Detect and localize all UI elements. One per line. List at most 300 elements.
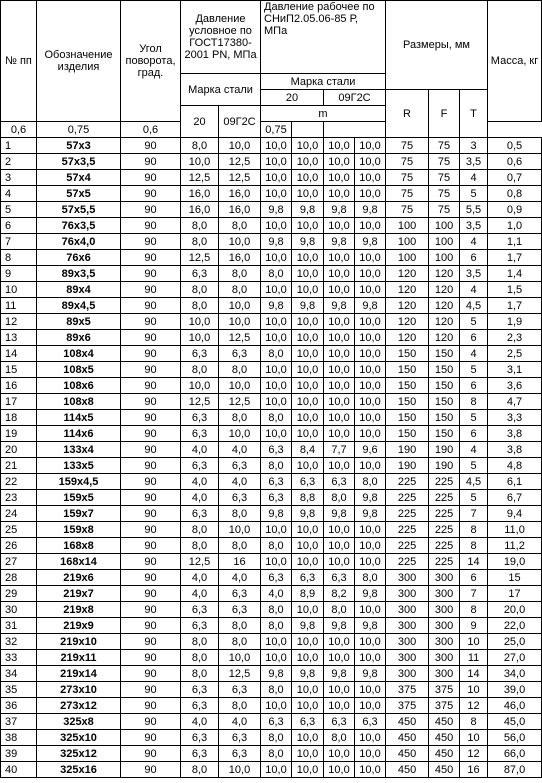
size-R-cell: 375 (386, 698, 429, 714)
angle-cell: 90 (121, 538, 181, 554)
designation-cell: 168x8 (37, 538, 121, 554)
size-T-cell: 3,5 (460, 266, 488, 282)
table-row (1, 714, 542, 730)
size-T-cell: 5 (460, 186, 488, 202)
p-20-m075-cell: 9,8 (292, 298, 324, 314)
angle-cell: 90 (121, 586, 181, 602)
designation-cell: 325x16 (37, 762, 121, 778)
table-row (1, 346, 542, 362)
pn-steel-20-cell: 6,3 (181, 746, 219, 762)
row-number-cell: 36 (1, 698, 37, 714)
designation-cell: 273x12 (37, 698, 121, 714)
table-row (1, 426, 542, 442)
pn-steel-20-cell: 4,0 (181, 442, 219, 458)
row-number-cell: 18 (1, 410, 37, 426)
p-09g2s-m075-cell: 10,0 (355, 682, 386, 698)
p-20-m075-cell: 10,0 (292, 730, 324, 746)
p-20-m075-cell: 10,0 (292, 330, 324, 346)
table-row (1, 282, 542, 298)
pn-steel-09g2s-cell: 6,3 (219, 602, 261, 618)
table-row (1, 378, 542, 394)
size-F-cell: 150 (429, 346, 460, 362)
p-09g2s-m075-cell: 10,0 (355, 426, 386, 442)
pn-steel-09g2s-cell: 8,0 (219, 218, 261, 234)
p-09g2s-m06-cell: 10,0 (324, 170, 355, 186)
header-m-2: 0,75 (37, 122, 121, 138)
p-09g2s-m06-cell: 10,0 (324, 218, 355, 234)
mass-cell: 4,8 (488, 458, 542, 474)
designation-cell: 108x5 (37, 362, 121, 378)
pn-steel-09g2s-cell: 10,0 (219, 762, 261, 778)
table-row (1, 506, 542, 522)
size-R-cell: 300 (386, 650, 429, 666)
size-T-cell: 6 (460, 330, 488, 346)
row-number-cell: 34 (1, 666, 37, 682)
mass-cell: 25,0 (488, 634, 542, 650)
angle-cell: 90 (121, 250, 181, 266)
pn-steel-20-cell: 6,3 (181, 602, 219, 618)
mass-cell: 3,6 (488, 378, 542, 394)
table-row (1, 570, 542, 586)
angle-cell: 90 (121, 554, 181, 570)
pn-steel-09g2s-cell: 10,0 (219, 650, 261, 666)
designation-cell: 89x5 (37, 314, 121, 330)
size-F-cell: 225 (429, 554, 460, 570)
row-number-cell: 38 (1, 730, 37, 746)
size-F-cell: 150 (429, 378, 460, 394)
table-row (1, 394, 542, 410)
size-T-cell: 8 (460, 602, 488, 618)
p-09g2s-m06-cell: 6,3 (324, 714, 355, 730)
designation-cell: 57x5 (37, 186, 121, 202)
p-09g2s-m06-cell: 8,0 (324, 730, 355, 746)
p-20-m06-cell: 6,3 (261, 442, 292, 458)
mass-cell: 0,6 (488, 154, 542, 170)
pn-steel-20-cell: 8,0 (181, 234, 219, 250)
p-09g2s-m075-cell: 10,0 (355, 186, 386, 202)
size-T-cell: 4 (460, 282, 488, 298)
p-09g2s-m06-cell: 10,0 (324, 538, 355, 554)
table-row (1, 522, 542, 538)
size-F-cell: 100 (429, 234, 460, 250)
pn-steel-09g2s-cell: 4,0 (219, 714, 261, 730)
size-T-cell: 10 (460, 634, 488, 650)
designation-cell: 219x6 (37, 570, 121, 586)
size-F-cell: 100 (429, 218, 460, 234)
size-T-cell: 5 (460, 458, 488, 474)
header-mass: Масса, кг (488, 1, 542, 122)
p-09g2s-m075-cell: 9,8 (355, 586, 386, 602)
row-number-cell: 37 (1, 714, 37, 730)
pn-steel-20-cell: 8,0 (181, 298, 219, 314)
pn-steel-20-cell: 6,3 (181, 266, 219, 282)
designation-cell: 108x4 (37, 346, 121, 362)
mass-cell: 20,0 (488, 602, 542, 618)
pn-steel-20-cell: 6,3 (181, 426, 219, 442)
p-20-m06-cell: 10,0 (261, 426, 292, 442)
p-20-m06-cell: 10,0 (261, 394, 292, 410)
size-T-cell: 6 (460, 250, 488, 266)
p-09g2s-m06-cell: 10,0 (324, 362, 355, 378)
size-R-cell: 190 (386, 442, 429, 458)
p-20-m075-cell: 10,0 (292, 538, 324, 554)
p-20-m075-cell: 9,8 (292, 202, 324, 218)
pn-steel-20-cell: 4,0 (181, 570, 219, 586)
mass-cell: 0,7 (488, 170, 542, 186)
designation-cell: 57x4 (37, 170, 121, 186)
p-20-m06-cell: 10,0 (261, 218, 292, 234)
pn-steel-09g2s-cell: 4,0 (219, 570, 261, 586)
row-number-cell: 27 (1, 554, 37, 570)
size-R-cell: 120 (386, 330, 429, 346)
pn-steel-20-cell: 8,0 (181, 522, 219, 538)
p-09g2s-m075-cell: 9,8 (355, 298, 386, 314)
mass-cell: 34,0 (488, 666, 542, 682)
mass-cell: 4,7 (488, 394, 542, 410)
p-09g2s-m06-cell: 9,8 (324, 666, 355, 682)
p-20-m075-cell: 10,0 (292, 362, 324, 378)
p-20-m075-cell: 10,0 (292, 266, 324, 282)
angle-cell: 90 (121, 506, 181, 522)
p-20-m075-cell: 10,0 (292, 554, 324, 570)
size-R-cell: 150 (386, 426, 429, 442)
pn-steel-20-cell: 16,0 (181, 186, 219, 202)
size-R-cell: 120 (386, 314, 429, 330)
p-09g2s-m075-cell: 9,8 (355, 666, 386, 682)
table-row (1, 186, 542, 202)
header-steel-09g2s-working: 09Г2С (324, 90, 386, 106)
header-nominal-pressure: Давление условное по ГОСТ17380-2001 PN, МПа (181, 1, 261, 74)
p-09g2s-m06-cell: 10,0 (324, 762, 355, 778)
p-09g2s-m06-cell: 8,2 (324, 586, 355, 602)
size-F-cell: 375 (429, 698, 460, 714)
mass-cell: 0,5 (488, 138, 542, 154)
pn-steel-09g2s-cell: 8,0 (219, 266, 261, 282)
size-R-cell: 225 (386, 490, 429, 506)
angle-cell: 90 (121, 426, 181, 442)
mass-cell: 11,0 (488, 522, 542, 538)
row-number-cell: 16 (1, 378, 37, 394)
angle-cell: 90 (121, 762, 181, 778)
row-number-cell: 17 (1, 394, 37, 410)
angle-cell: 90 (121, 266, 181, 282)
pn-steel-09g2s-cell: 6,3 (219, 458, 261, 474)
designation-cell: 325x12 (37, 746, 121, 762)
size-R-cell: 75 (386, 154, 429, 170)
row-number-cell: 6 (1, 218, 37, 234)
pn-steel-09g2s-cell: 12,5 (219, 330, 261, 346)
angle-cell: 90 (121, 698, 181, 714)
p-20-m075-cell: 8,9 (292, 586, 324, 602)
designation-cell: 76x6 (37, 250, 121, 266)
size-T-cell: 10 (460, 682, 488, 698)
designation-cell: 159x5 (37, 490, 121, 506)
size-F-cell: 150 (429, 410, 460, 426)
size-T-cell: 8 (460, 522, 488, 538)
size-R-cell: 120 (386, 282, 429, 298)
designation-cell: 57x3,5 (37, 154, 121, 170)
p-20-m06-cell: 9,8 (261, 506, 292, 522)
p-09g2s-m06-cell: 10,0 (324, 458, 355, 474)
pn-steel-20-cell: 6,3 (181, 506, 219, 522)
p-20-m075-cell: 10,0 (292, 410, 324, 426)
angle-cell: 90 (121, 602, 181, 618)
size-R-cell: 300 (386, 634, 429, 650)
size-R-cell: 300 (386, 666, 429, 682)
size-F-cell: 75 (429, 170, 460, 186)
p-20-m075-cell: 10,0 (292, 346, 324, 362)
size-F-cell: 120 (429, 298, 460, 314)
designation-cell: 89x3,5 (37, 266, 121, 282)
p-09g2s-m06-cell: 10,0 (324, 682, 355, 698)
size-T-cell: 6 (460, 426, 488, 442)
size-T-cell: 5,5 (460, 202, 488, 218)
pn-steel-09g2s-cell: 12,5 (219, 394, 261, 410)
designation-cell: 133x4 (37, 442, 121, 458)
pn-steel-09g2s-cell: 6,3 (219, 586, 261, 602)
header-m-3: 0,6 (121, 122, 181, 138)
p-09g2s-m075-cell: 10,0 (355, 554, 386, 570)
p-20-m06-cell: 8,0 (261, 602, 292, 618)
p-20-m06-cell: 10,0 (261, 186, 292, 202)
angle-cell: 90 (121, 314, 181, 330)
table-row (1, 314, 542, 330)
row-number-cell: 13 (1, 330, 37, 346)
pn-steel-20-cell: 8,0 (181, 538, 219, 554)
p-20-m06-cell: 8,0 (261, 682, 292, 698)
size-F-cell: 75 (429, 202, 460, 218)
p-20-m06-cell: 6,3 (261, 570, 292, 586)
header-F: F (429, 90, 460, 138)
row-number-cell: 4 (1, 186, 37, 202)
pn-steel-20-cell: 10,0 (181, 314, 219, 330)
header-mass-bottom (292, 122, 324, 138)
p-20-m075-cell: 9,8 (292, 506, 324, 522)
pn-steel-09g2s-cell: 10,0 (219, 426, 261, 442)
row-number-cell: 31 (1, 618, 37, 634)
p-09g2s-m06-cell: 9,8 (324, 298, 355, 314)
pn-steel-20-cell: 8,0 (181, 666, 219, 682)
row-number-cell: 12 (1, 314, 37, 330)
p-20-m06-cell: 10,0 (261, 522, 292, 538)
angle-cell: 90 (121, 522, 181, 538)
size-F-cell: 150 (429, 426, 460, 442)
size-T-cell: 6 (460, 378, 488, 394)
pn-steel-09g2s-cell: 6,3 (219, 682, 261, 698)
p-20-m075-cell: 10,0 (292, 762, 324, 778)
p-09g2s-m06-cell: 6,3 (324, 570, 355, 586)
pn-steel-09g2s-cell: 12,5 (219, 154, 261, 170)
pn-steel-20-cell: 8,0 (181, 218, 219, 234)
p-20-m06-cell: 10,0 (261, 650, 292, 666)
size-T-cell: 5 (460, 362, 488, 378)
size-R-cell: 225 (386, 506, 429, 522)
pn-steel-09g2s-cell: 6,3 (219, 490, 261, 506)
table-row (1, 234, 542, 250)
pn-steel-20-cell: 10,0 (181, 330, 219, 346)
p-20-m075-cell: 6,3 (292, 714, 324, 730)
size-F-cell: 150 (429, 394, 460, 410)
size-T-cell: 12 (460, 746, 488, 762)
pn-steel-09g2s-cell: 8,0 (219, 506, 261, 522)
size-R-cell: 150 (386, 394, 429, 410)
size-T-cell: 12 (460, 698, 488, 714)
p-09g2s-m06-cell: 10,0 (324, 410, 355, 426)
p-09g2s-m06-cell: 9,8 (324, 506, 355, 522)
pn-steel-20-cell: 4,0 (181, 586, 219, 602)
table-row (1, 698, 542, 714)
size-F-cell: 75 (429, 154, 460, 170)
table-row (1, 538, 542, 554)
angle-cell: 90 (121, 618, 181, 634)
p-09g2s-m075-cell: 10,0 (355, 218, 386, 234)
p-09g2s-m06-cell: 10,0 (324, 346, 355, 362)
designation-cell: 219x11 (37, 650, 121, 666)
table-row (1, 650, 542, 666)
p-09g2s-m06-cell: 10,0 (324, 250, 355, 266)
row-number-cell: 19 (1, 426, 37, 442)
mass-cell: 3,1 (488, 362, 542, 378)
designation-cell: 219x7 (37, 586, 121, 602)
size-F-cell: 450 (429, 746, 460, 762)
header-designation: Обозначение изделия (37, 1, 121, 122)
mass-cell: 1,4 (488, 266, 542, 282)
pn-steel-20-cell: 6,3 (181, 346, 219, 362)
pn-steel-20-cell: 8,0 (181, 362, 219, 378)
pn-steel-20-cell: 6,3 (181, 698, 219, 714)
p-09g2s-m075-cell: 10,0 (355, 634, 386, 650)
p-09g2s-m06-cell: 10,0 (324, 378, 355, 394)
pn-steel-20-cell: 8,0 (181, 138, 219, 154)
row-number-cell: 11 (1, 298, 37, 314)
pn-steel-20-cell: 8,0 (181, 762, 219, 778)
size-F-cell: 120 (429, 282, 460, 298)
pn-steel-20-cell: 12,5 (181, 250, 219, 266)
size-R-cell: 120 (386, 266, 429, 282)
size-T-cell: 8 (460, 394, 488, 410)
p-09g2s-m075-cell: 8,0 (355, 570, 386, 586)
p-09g2s-m075-cell: 9,8 (355, 490, 386, 506)
p-20-m06-cell: 10,0 (261, 378, 292, 394)
table-row (1, 490, 542, 506)
size-T-cell: 14 (460, 666, 488, 682)
pn-steel-09g2s-cell: 16 (219, 554, 261, 570)
pn-steel-09g2s-cell: 10,0 (219, 298, 261, 314)
p-20-m075-cell: 10,0 (292, 250, 324, 266)
p-09g2s-m06-cell: 10,0 (324, 554, 355, 570)
pn-steel-09g2s-cell: 8,0 (219, 362, 261, 378)
angle-cell: 90 (121, 218, 181, 234)
header-m-4: 0,75 (261, 122, 292, 138)
size-R-cell: 150 (386, 410, 429, 426)
table-row (1, 154, 542, 170)
pn-steel-20-cell: 8,0 (181, 282, 219, 298)
size-F-cell: 190 (429, 458, 460, 474)
angle-cell: 90 (121, 138, 181, 154)
header-m-1: 0,6 (1, 122, 37, 138)
size-R-cell: 75 (386, 170, 429, 186)
size-T-cell: 14 (460, 554, 488, 570)
designation-cell: 133x5 (37, 458, 121, 474)
size-T-cell: 6 (460, 570, 488, 586)
p-09g2s-m075-cell: 10,0 (355, 410, 386, 426)
header-sizes: Размеры, мм (386, 1, 488, 90)
angle-cell: 90 (121, 410, 181, 426)
size-F-cell: 100 (429, 250, 460, 266)
header-steel-20-working: 20 (261, 90, 324, 106)
size-F-cell: 225 (429, 506, 460, 522)
p-20-m075-cell: 10,0 (292, 186, 324, 202)
p-09g2s-m06-cell: 8,0 (324, 490, 355, 506)
designation-cell: 219x9 (37, 618, 121, 634)
p-09g2s-m075-cell: 9,8 (355, 234, 386, 250)
p-20-m06-cell: 10,0 (261, 170, 292, 186)
table-row (1, 138, 542, 154)
pn-steel-09g2s-cell: 8,0 (219, 634, 261, 650)
pn-steel-20-cell: 12,5 (181, 394, 219, 410)
p-09g2s-m06-cell: 10,0 (324, 266, 355, 282)
row-number-cell: 32 (1, 634, 37, 650)
mass-cell: 1,5 (488, 282, 542, 298)
pn-steel-09g2s-cell: 10,0 (219, 234, 261, 250)
p-09g2s-m075-cell: 9,8 (355, 506, 386, 522)
table-row (1, 442, 542, 458)
angle-cell: 90 (121, 298, 181, 314)
p-20-m06-cell: 10,0 (261, 282, 292, 298)
p-20-m06-cell: 10,0 (261, 250, 292, 266)
p-20-m06-cell: 8,0 (261, 618, 292, 634)
p-20-m06-cell: 9,8 (261, 666, 292, 682)
p-09g2s-m075-cell: 10,0 (355, 154, 386, 170)
row-number-cell: 22 (1, 474, 37, 490)
header-m: m (261, 106, 386, 122)
angle-cell: 90 (121, 202, 181, 218)
p-20-m06-cell: 9,8 (261, 202, 292, 218)
table-row (1, 634, 542, 650)
pn-steel-09g2s-cell: 10,0 (219, 522, 261, 538)
p-20-m06-cell: 9,8 (261, 234, 292, 250)
pn-steel-20-cell: 4,0 (181, 714, 219, 730)
header-number: № пп (1, 1, 37, 122)
size-T-cell: 5 (460, 314, 488, 330)
row-number-cell: 3 (1, 170, 37, 186)
p-09g2s-m075-cell: 10,0 (355, 698, 386, 714)
size-T-cell: 4 (460, 234, 488, 250)
row-number-cell: 33 (1, 650, 37, 666)
size-T-cell: 4 (460, 346, 488, 362)
mass-cell: 1,9 (488, 314, 542, 330)
size-T-cell: 3,5 (460, 218, 488, 234)
p-09g2s-m06-cell: 10,0 (324, 698, 355, 714)
p-09g2s-m075-cell: 10,0 (355, 282, 386, 298)
mass-cell: 1,1 (488, 234, 542, 250)
designation-cell: 159x8 (37, 522, 121, 538)
p-20-m075-cell: 10,0 (292, 282, 324, 298)
size-F-cell: 150 (429, 362, 460, 378)
size-R-cell: 450 (386, 762, 429, 778)
size-R-cell: 75 (386, 186, 429, 202)
pn-steel-20-cell: 10,0 (181, 378, 219, 394)
p-09g2s-m075-cell: 10,0 (355, 330, 386, 346)
table-row (1, 682, 542, 698)
mass-cell: 17 (488, 586, 542, 602)
size-T-cell: 8 (460, 714, 488, 730)
angle-cell: 90 (121, 442, 181, 458)
designation-cell: 57x3 (37, 138, 121, 154)
p-09g2s-m06-cell: 7,7 (324, 442, 355, 458)
angle-cell: 90 (121, 234, 181, 250)
p-20-m075-cell: 6,3 (292, 474, 324, 490)
